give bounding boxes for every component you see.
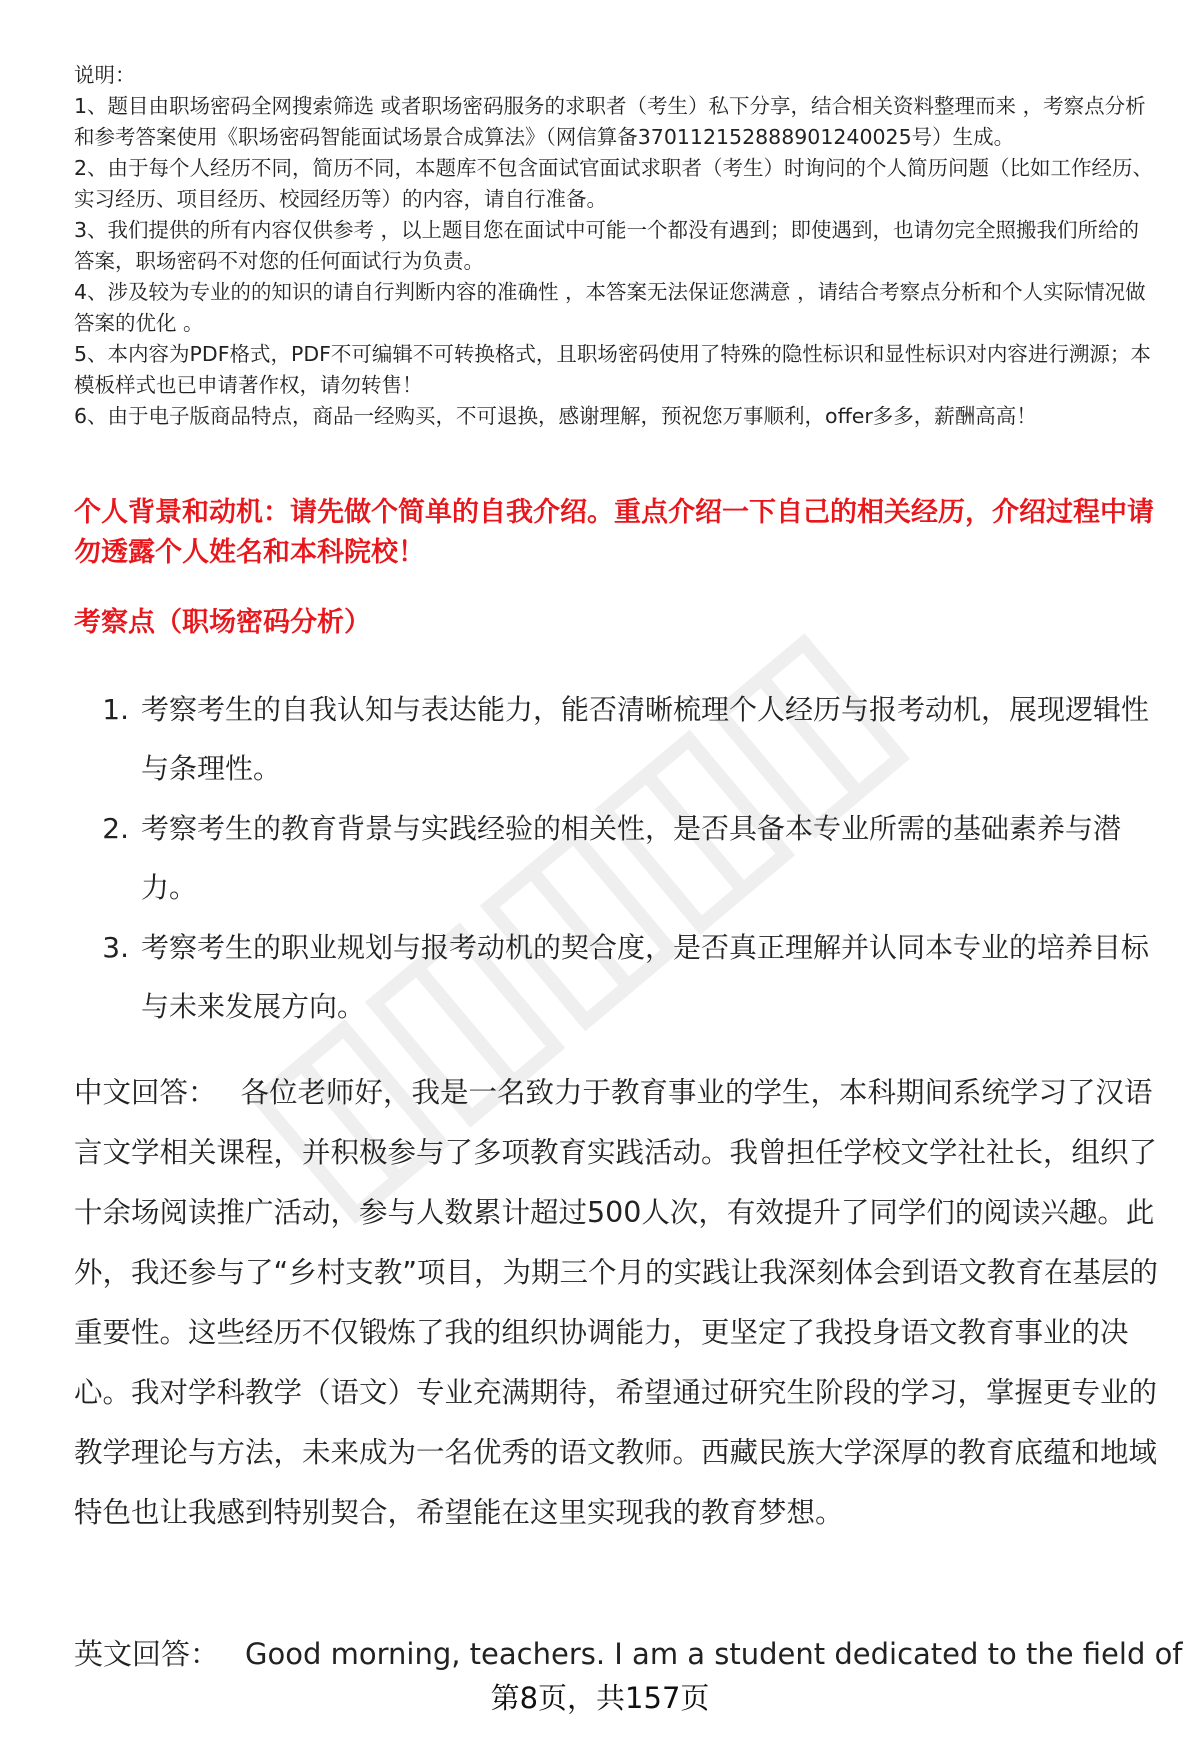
analysis-title: 考察点（职场密码分析） [74,607,371,638]
note-item: 2、由于每个人经历不同，简历不同，本题库不包含面试官面试求职者（考生）时询问的个人简历问题（比如工作经历、实习经历、项目经历、校园经历等）的内容，请自行准备。 [74,156,1154,211]
chinese-answer [74,1063,1160,1543]
page-number: 第8页，共157页 [490,1681,710,1715]
chinese-answer-text: 各位老师好，我是一名致力于教育事业的学生，本科期间系统学习了汉语言文学相关课程，并积极参与了多项教育实践活动。我曾担任学校文学社社长，组织了十余场阅读推广活动，参与人数累计超过500人次，有效提升了同学们的阅读兴趣。此外，我还参与了“乡村支教”项目，为期三个月的实践让我深刻体会到语文教育在基层的重要性。这些经历不仅锻炼了我的组织协调能力，更坚定了我投身语文教育事业的决心。我对学科教学（语文）专业充满期待，希望通过研究生阶段的学习，掌握更专业的教学理论与方法，未来成为一名优秀的语文教师。西藏民族大学深厚的教育底蕴和地域特色也让我感到特别契合，希望能在这里实现我的教育梦想。 [74,1076,1159,1529]
point-text: 考察考生的自我认知与表达能力，能否清晰梳理个人经历与报考动机，展现逻辑性与条理性。 [141,693,1150,785]
point-number: 2. [102,812,129,845]
english-answer-label: 英文回答： [74,1637,220,1671]
point-number: 3. [102,931,129,964]
interview-question: 个人背景和动机：请先做个简单的自我介绍。重点介绍一下自己的相关经历，介绍过程中请勿透露个人姓名和本科院校！ [74,497,1154,568]
analysis-point [74,918,1154,1036]
note-item: 4、涉及较为专业的的知识的请自行判断内容的准确性 ，本答案无法保证您满意 ，请结合考察点分析和个人实际情况做答案的优化 。 [74,280,1146,335]
english-answer [74,1632,1183,1676]
note-item: 6、由于电子版商品特点，商品一经购买，不可退换，感谢理解，预祝您万事顺利，offer多多，薪酬高高！ [74,404,1037,428]
note-item: 3、我们提供的所有内容仅供参考 ，以上题目您在面试中可能一个都没有遇到；即使遇到，也请勿完全照搬我们所给的答案，职场密码不对您的任何面试行为负责。 [74,218,1140,273]
point-number: 1. [102,693,129,726]
point-text: 考察考生的教育背景与实践经验的相关性，是否具备本专业所需的基础素养与潜力。 [141,812,1122,904]
analysis-point [74,680,1154,798]
english-answer-text: Good morning, teachers. I am a student dedicated to the field of [245,1637,1183,1671]
analysis-points-list [74,680,1154,1037]
notes-heading: 说明： [74,63,136,87]
point-text: 考察考生的职业规划与报考动机的契合度，是否真正理解并认同本专业的培养目标与未来发展方向。 [141,931,1150,1023]
note-item: 1、题目由职场密码全网搜索筛选 或者职场密码服务的求职者（考生）私下分享，结合相关资料整理而来 ，考察点分析和参考答案使用《职场密码智能面试场景合成算法》（网信算备370112152888901240025号）生成。 [74,94,1146,149]
analysis-point [74,799,1154,917]
chinese-answer-label: 中文回答： [74,1076,217,1109]
notes-section [74,60,1154,432]
note-item: 5、本内容为PDF格式，PDF不可编辑不可转换格式，且职场密码使用了特殊的隐性标识和显性标识对内容进行溯源；本模板样式也已申请著作权，请勿转售！ [74,342,1151,397]
